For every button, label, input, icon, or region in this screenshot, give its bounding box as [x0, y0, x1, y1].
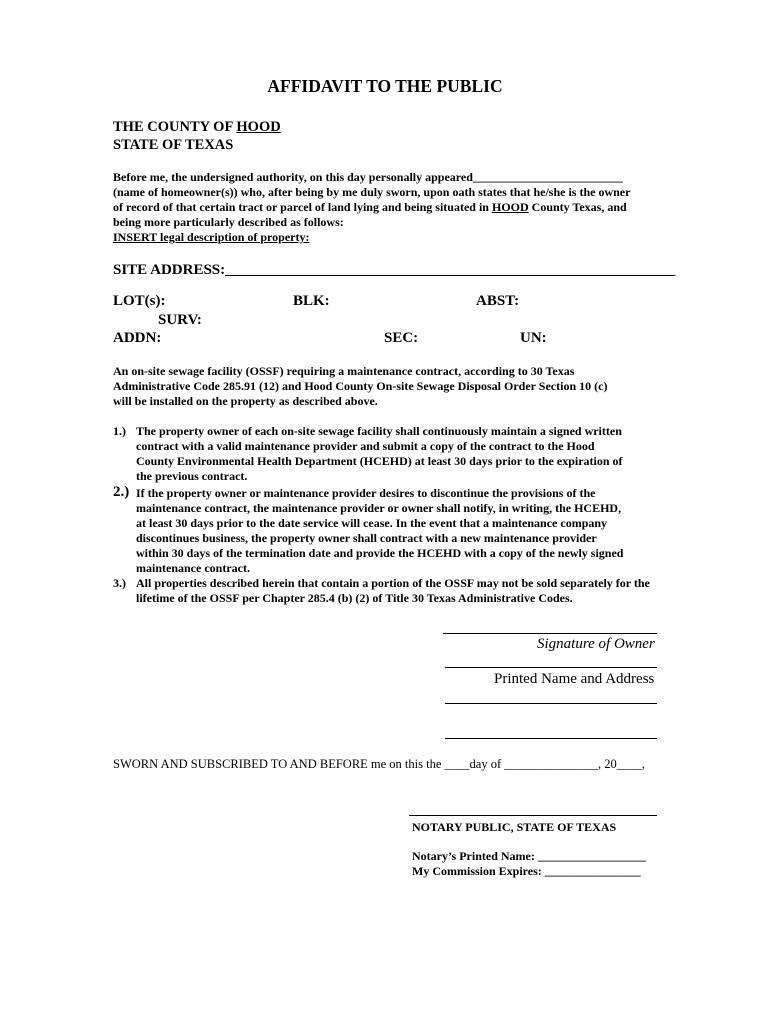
item-3-number: 3.): [113, 576, 126, 590]
sworn-statement: SWORN AND SUBSCRIBED TO AND BEFORE me on this the ____day of _______________, 20____,: [113, 757, 645, 771]
county-heading: [113, 119, 281, 136]
address-line-1[interactable]: [445, 703, 657, 704]
signature-of-owner-label: Signature of Owner: [537, 636, 655, 652]
printed-name-label: Printed Name and Address: [494, 671, 655, 687]
intro-line-3-post: County Texas, and: [528, 200, 627, 214]
item-3-line-1: All properties described herein that contain a portion of the OSSF may not be sold separately for the: [136, 576, 650, 590]
ossf-line-2: Administrative Code 285.91 (12) and Hood County On-site Sewage Disposal Order Section 10 (c): [113, 379, 608, 393]
state-heading: STATE OF TEXAS: [113, 137, 234, 153]
intro-line-1: Before me, the undersigned authority, on this day personally appeared_________________________: [113, 170, 623, 184]
item-2-line-2: maintenance contract, the maintenance provider or owner shall notify, in writing, the HCEHD,: [136, 501, 622, 515]
item-2-line-3: at least 30 days prior to the date service will cease. In the event that a maintenance company: [136, 516, 608, 530]
surv-field[interactable]: SURV:: [158, 312, 202, 328]
owner-signature-line[interactable]: [443, 633, 657, 634]
item-3-line-2: lifetime of the OSSF per Chapter 285.4 (b) (2) of Title 30 Texas Administrative Codes.: [136, 591, 573, 605]
notary-printed-name[interactable]: Notary’s Printed Name: __________________: [412, 849, 646, 863]
notary-signature-line[interactable]: [409, 815, 657, 816]
item-2-line-1: If the property owner or maintenance provider desires to discontinue the provisions of the: [136, 486, 596, 500]
un-field[interactable]: UN:: [520, 330, 547, 346]
addn-field[interactable]: ADDN:: [113, 330, 162, 346]
item-2-line-5: within 30 days of the termination date and provide the HCEHD with a copy of the newly signed: [136, 546, 624, 560]
site-address-field[interactable]: SITE ADDRESS:____________________________________________________________: [113, 262, 676, 278]
county-prefix: THE COUNTY OF: [113, 119, 237, 135]
item-1-line-2: contract with a valid maintenance provider and submit a copy of the contract to the Hood: [136, 439, 595, 453]
legal-description-label: INSERT legal description of property:: [113, 230, 310, 244]
item-1-line-1: The property owner of each on-site sewage facility shall continuously maintain a signed written: [136, 424, 622, 438]
item-1-line-3: County Environmental Health Department (HCEHD) at least 30 days prior to the expiration of: [136, 454, 623, 468]
intro-line-3-pre: of record of that certain tract or parcel of land lying and being situated in: [113, 200, 492, 214]
item-2-line-6: maintenance contract.: [136, 561, 250, 575]
lot-field[interactable]: LOT(s):: [113, 293, 166, 309]
intro-line-4: being more particularly described as follows:: [113, 215, 344, 229]
intro-county: HOOD: [491, 200, 529, 214]
ossf-line-3: will be installed on the property as described above.: [113, 394, 378, 408]
item-2-number: 2.): [113, 484, 130, 500]
notary-title: NOTARY PUBLIC, STATE OF TEXAS: [412, 820, 617, 834]
blk-field[interactable]: BLK:: [293, 293, 330, 309]
abst-field[interactable]: ABST:: [476, 293, 520, 309]
county-name: HOOD: [236, 119, 281, 135]
address-line-2[interactable]: [445, 738, 657, 739]
ossf-line-1: An on-site sewage facility (OSSF) requiring a maintenance contract, according to 30 Texas: [113, 364, 575, 378]
notary-commission-expires[interactable]: My Commission Expires: ________________: [412, 864, 641, 878]
item-1-line-4: the previous contract.: [136, 469, 248, 483]
intro-line-3: [113, 200, 627, 215]
intro-line-2: (name of homeowner(s)) who, after being by me duly sworn, upon oath states that he/she is the owner: [113, 185, 631, 199]
item-2-line-4: discontinues business, the property owner shall contract with a new maintenance provider: [136, 531, 597, 545]
document-title: AFFIDAVIT TO THE PUBLIC: [267, 76, 503, 96]
item-1-number: 1.): [113, 424, 126, 438]
sec-field[interactable]: SEC:: [384, 330, 419, 346]
printed-name-line[interactable]: [445, 667, 657, 668]
